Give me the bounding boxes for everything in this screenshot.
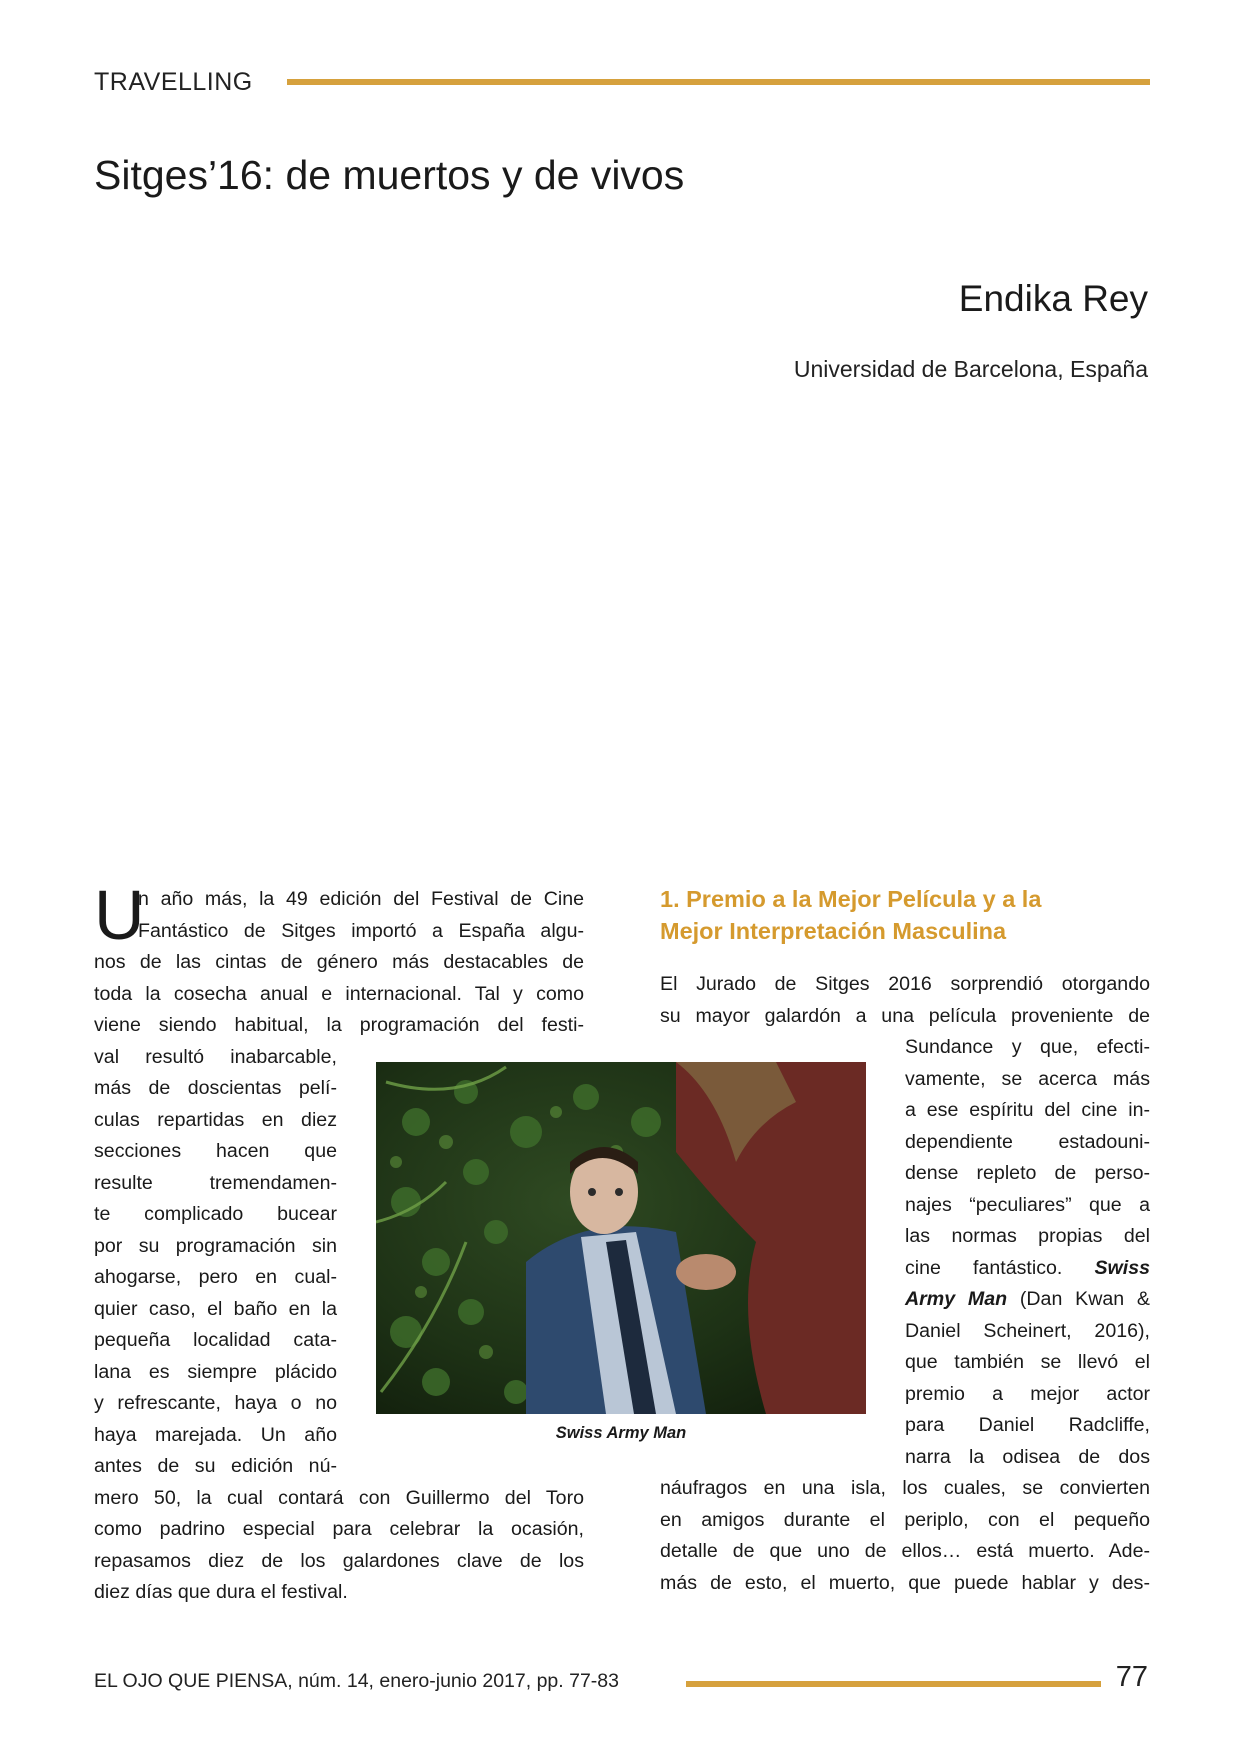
text-line: detalle de que uno de ellos… está muerto. Ade- <box>660 1540 1150 1562</box>
text-line: ahogarse, pero en cual- <box>94 1266 337 1288</box>
text-line: mero 50, la cual contará con Guillermo del Toro <box>94 1486 584 1509</box>
text-line: resulte tremendamen- <box>94 1171 337 1194</box>
text-line: haya marejada. Un año <box>94 1423 337 1446</box>
text-line: dense repleto de perso- <box>905 1162 1150 1184</box>
page-number: 77 <box>1115 1661 1148 1693</box>
journal-name: EL OJO QUE PIENSA <box>94 1670 288 1692</box>
text-line: como padrino especial para celebrar la ocasión, <box>94 1518 584 1540</box>
author-name: Endika Rey <box>958 278 1148 319</box>
text-line: lana es siempre plácido <box>94 1360 337 1383</box>
text-line: Sundance y que, efecti- <box>905 1036 1150 1058</box>
text-line: repasamos diez de los galardones clave de los <box>94 1549 584 1572</box>
text-line: viene siendo habitual, la programación del festi- <box>94 1014 584 1036</box>
text-line: que también se llevó el <box>905 1351 1150 1373</box>
author-affiliation: Universidad de Barcelona, España <box>793 356 1148 382</box>
film-title: Army Man <box>905 1288 1008 1310</box>
section-heading-line: 1. Premio a la Mejor Película y a la <box>660 886 1042 912</box>
text-line: val resultó inabarcable, <box>94 1045 337 1068</box>
text-line: más de doscientas pelí- <box>94 1077 337 1099</box>
text-line: quier caso, el baño en la <box>94 1297 337 1320</box>
header-rule <box>287 79 1150 85</box>
text-line: premio a mejor actor <box>905 1382 1150 1405</box>
film-title: Swiss <box>1094 1256 1150 1279</box>
article-title: Sitges’16: de muertos y de vivos <box>94 152 685 198</box>
text-line: las normas propias del <box>905 1225 1150 1247</box>
text-line: pequeña localidad cata- <box>94 1329 337 1351</box>
figure-caption: Swiss Army Man <box>555 1424 687 1442</box>
text-line: diez días que dura el festival. <box>94 1581 348 1603</box>
text-line: n año más, la 49 edición del Festival de Cine <box>138 888 584 910</box>
text-line <box>905 1253 1150 1285</box>
drop-cap: U <box>94 876 145 954</box>
section-label: TRAVELLING <box>94 68 253 96</box>
text-line: secciones hacen que <box>94 1140 337 1162</box>
text-line: vamente, se acerca más <box>905 1067 1150 1090</box>
text-line: náufragos en una isla, los cuales, se convierten <box>660 1477 1150 1499</box>
issue-info: , núm. 14, enero-junio 2017, pp. 77-83 <box>287 1670 619 1692</box>
text-line: narra la odisea de dos <box>905 1445 1150 1468</box>
section-heading-line: Mejor Interpretación Masculina <box>660 917 1007 944</box>
text-line: su mayor galardón a una película proveniente de <box>660 1004 1150 1027</box>
text-line: culas repartidas en diez <box>94 1108 337 1131</box>
text-fragment: (Dan Kwan & <box>1019 1288 1150 1310</box>
text-line: nos de las cintas de género más destacables de <box>94 951 584 973</box>
text-line: Fantástico de Sitges importó a España algu- <box>138 919 584 942</box>
text-line: para Daniel Radcliffe, <box>905 1414 1150 1436</box>
text-line: en amigos durante el periplo, con el pequeño <box>660 1508 1150 1531</box>
text-line: dependiente estadouni- <box>905 1130 1150 1153</box>
text-line: más de esto, el muerto, que puede hablar y des- <box>660 1571 1150 1594</box>
text-line: por su programación sin <box>94 1234 337 1257</box>
text-line <box>905 1284 1150 1316</box>
text-line: toda la cosecha anual e internacional. Tal y como <box>94 982 584 1005</box>
text-line: y refrescante, haya o no <box>94 1392 337 1414</box>
text-line: a ese espíritu del cine in- <box>905 1099 1150 1121</box>
text-fragment: cine fantástico. <box>905 1256 1063 1279</box>
text-line: te complicado bucear <box>94 1203 337 1225</box>
text-line: Daniel Scheinert, 2016), <box>905 1319 1150 1342</box>
film-still-image <box>376 1062 866 1414</box>
text-line: El Jurado de Sitges 2016 sorprendió otorgando <box>660 973 1150 995</box>
footer-citation <box>94 1670 619 1693</box>
text-line: najes “peculiares” que a <box>905 1193 1150 1216</box>
footer-rule <box>686 1681 1101 1687</box>
film-still-illustration <box>376 1062 866 1414</box>
text-line: antes de su edición nú- <box>94 1455 337 1477</box>
